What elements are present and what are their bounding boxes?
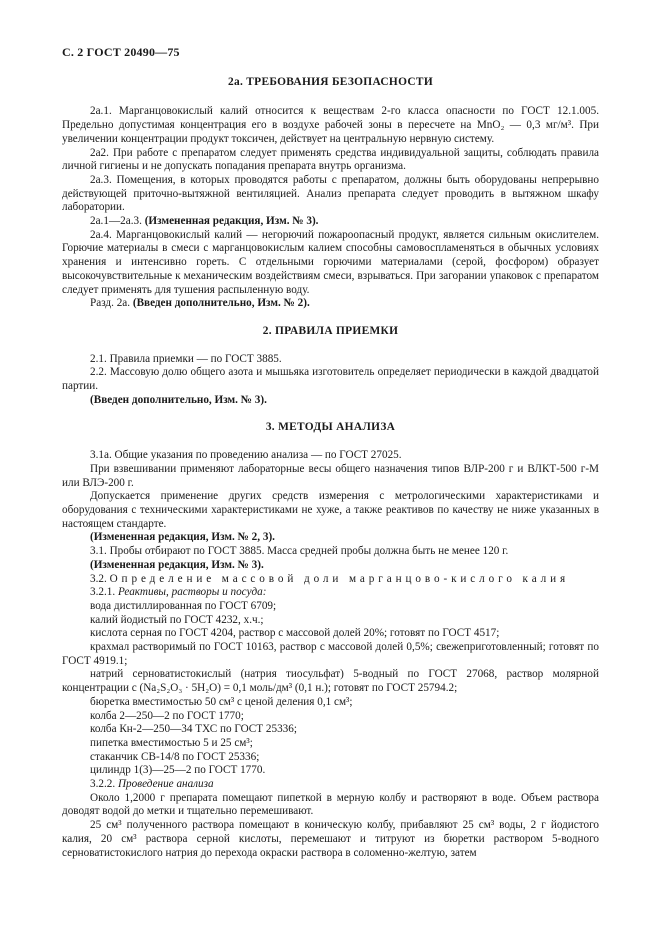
amendment-ref: Разд. 2а.	[90, 297, 133, 310]
paragraph-3-1a-substitutes: Допускается применение других средств измерения с метрологическими характеристиками и оборудования с техническими характеристиками не хуже, а также реактивов по качеству не ниже указанных в настоящем стандарте.	[62, 490, 599, 530]
subsection-number: 3.2.	[90, 572, 110, 585]
list-item: натрий серноватистокислый (натрия тиосульфат) 5-водный по ГОСТ 27068, раствор молярной концентрации с (Na₂S₂O₃ · 5H₂O) = 0,1 моль/дм³ (0,1 н.); готовят по ГОСТ 25794.2;	[62, 668, 599, 695]
document-page	[62, 46, 599, 860]
paragraph-2-2: 2.2. Массовую долю общего азота и мышьяка изготовитель определяет периодически в каждой двадцатой партии.	[62, 366, 599, 393]
list-item: пипетка вместимостью 5 и 25 см³;	[90, 736, 253, 749]
list-item: кислота серная по ГОСТ 4204, раствор с массовой долей 20%; готовят по ГОСТ 4517;	[90, 627, 500, 640]
paragraph-2a-2: 2а2. При работе с препаратом следует применять средства индивидуальной защиты, соблюдать правила личной гигиены и не допускать попадания препарата внутрь организма.	[62, 146, 599, 173]
list-item: бюретка вместимостью 50 см³ с ценой деления 0,1 см³;	[90, 695, 353, 708]
paragraph-3-1a: 3.1а. Общие указания по проведению анализа — по ГОСТ 27025.	[90, 449, 402, 462]
list-item: колба Кн-2—250—34 ТХС по ГОСТ 25336;	[90, 723, 297, 736]
paragraph-3-1: 3.1. Пробы отбирают по ГОСТ 3885. Масса средней пробы должна быть не менее 120 г.	[90, 545, 509, 558]
subsection-title: Проведение анализа	[117, 778, 214, 791]
section-3-heading: 3. МЕТОДЫ АНАЛИЗА	[265, 421, 396, 434]
subsection-3-2-2-heading	[62, 778, 599, 792]
amendment-note-3-1: (Измененная редакция, Изм. № 3).	[90, 558, 264, 571]
section-2-heading: 2. ПРАВИЛА ПРИЕМКИ	[262, 324, 399, 337]
subsection-title: Реактивы, растворы и посуда:	[117, 586, 267, 599]
list-item: цилиндр 1(3)—25—2 по ГОСТ 1770.	[90, 764, 266, 777]
paragraph-3-2-2-2: 25 см³ полученного раствора помещают в коническую колбу, прибавляют 25 см³ воды, 2 г йодистого калия, 20 см³ раствора серной кислоты, перемешают и титруют из бюретки раствором 5-водного серноватистокислого натрия до перехода окраски раствора в соломенно-желтую, затем	[62, 819, 599, 859]
paragraph-2a-1: 2а.1. Марганцовокислый калий относится к веществам 2-го класса опасности по ГОСТ 12.1.005. Предельно допустимая концентрация его в воздухе рабочей зоны в пересчете на MnO₂ — 0,3 мг/м³. При увеличении концентрации продукт токсичен, действует на центральную нервную систему.	[62, 105, 599, 145]
list-item: стаканчик СВ-14/8 по ГОСТ 25336;	[90, 750, 260, 763]
amendment-note-3-1a: (Измененная редакция, Изм. № 2, 3).	[90, 531, 275, 544]
reagents-list	[62, 600, 599, 778]
subsection-number: 3.2.2.	[90, 778, 118, 791]
amendment-text: (Введен дополнительно, Изм. № 2).	[132, 297, 310, 310]
subsection-3-2-1-heading	[62, 586, 599, 600]
paragraph-2-1: 2.1. Правила приемки — по ГОСТ 3885.	[90, 352, 282, 365]
subsection-title: Определение массовой доли марганцово-кислого калия	[109, 572, 570, 585]
subsection-number: 3.2.1.	[90, 586, 118, 599]
subsection-3-2-heading	[62, 573, 599, 587]
amendment-ref: 2а.1—2а.3.	[90, 215, 145, 228]
list-item: крахмал растворимый по ГОСТ 10163, раствор с массовой долей 0,5%; свежеприготовленный; готовят по ГОСТ 4919.1;	[62, 641, 599, 667]
amendment-note-2a	[62, 297, 599, 311]
amendment-text: (Измененная редакция, Изм. № 3).	[144, 215, 319, 228]
paragraph-3-1a-scales: При взвешивании применяют лабораторные весы общего назначения типов ВЛР-200 г и ВЛКТ-500 г-М или ВЛЭ-200 г.	[62, 462, 599, 489]
section-2a-heading: 2а. ТРЕБОВАНИЯ БЕЗОПАСНОСТИ	[228, 75, 433, 88]
list-item: калий йодистый по ГОСТ 4232, х.ч.;	[90, 613, 264, 626]
amendment-note-2: (Введен дополнительно, Изм. № 3).	[90, 393, 267, 406]
paragraph-3-2-2-1: Около 1,2000 г препарата помещают пипеткой в мерную колбу и растворяют в воде. Объем раствора доводят водой до метки и тщательно перемешивают.	[62, 791, 599, 818]
paragraph-2a-4: 2а.4. Марганцовокислый калий — негорючий пожароопасный продукт, является сильным окислителем. Горючие материалы в смеси с марганцовокислым калием способны самовоспламеняться в обычных условиях хранения и интенсивно гореть. С отдельными горючими материалами (серой, фосфором) образует высокочувствительные к механическим воздействиям смеси, взрываться. При загорании упаковок с препаратом следует применять для тушения распыленную воду.	[62, 228, 599, 296]
amendment-note-2a-1-3	[62, 215, 599, 229]
running-header: С. 2 ГОСТ 20490—75	[62, 45, 180, 59]
list-item: вода дистиллированная по ГОСТ 6709;	[90, 599, 277, 612]
list-item: колба 2—250—2 по ГОСТ 1770;	[90, 709, 244, 722]
paragraph-2a-3: 2а.3. Помещения, в которых проводятся работы с препаратом, должны быть оборудованы непрерывно действующей приточно-вытяжной вентиляцией. Анализ препарата следует проводить в вытяжном шкафу лаборатории.	[62, 173, 599, 214]
